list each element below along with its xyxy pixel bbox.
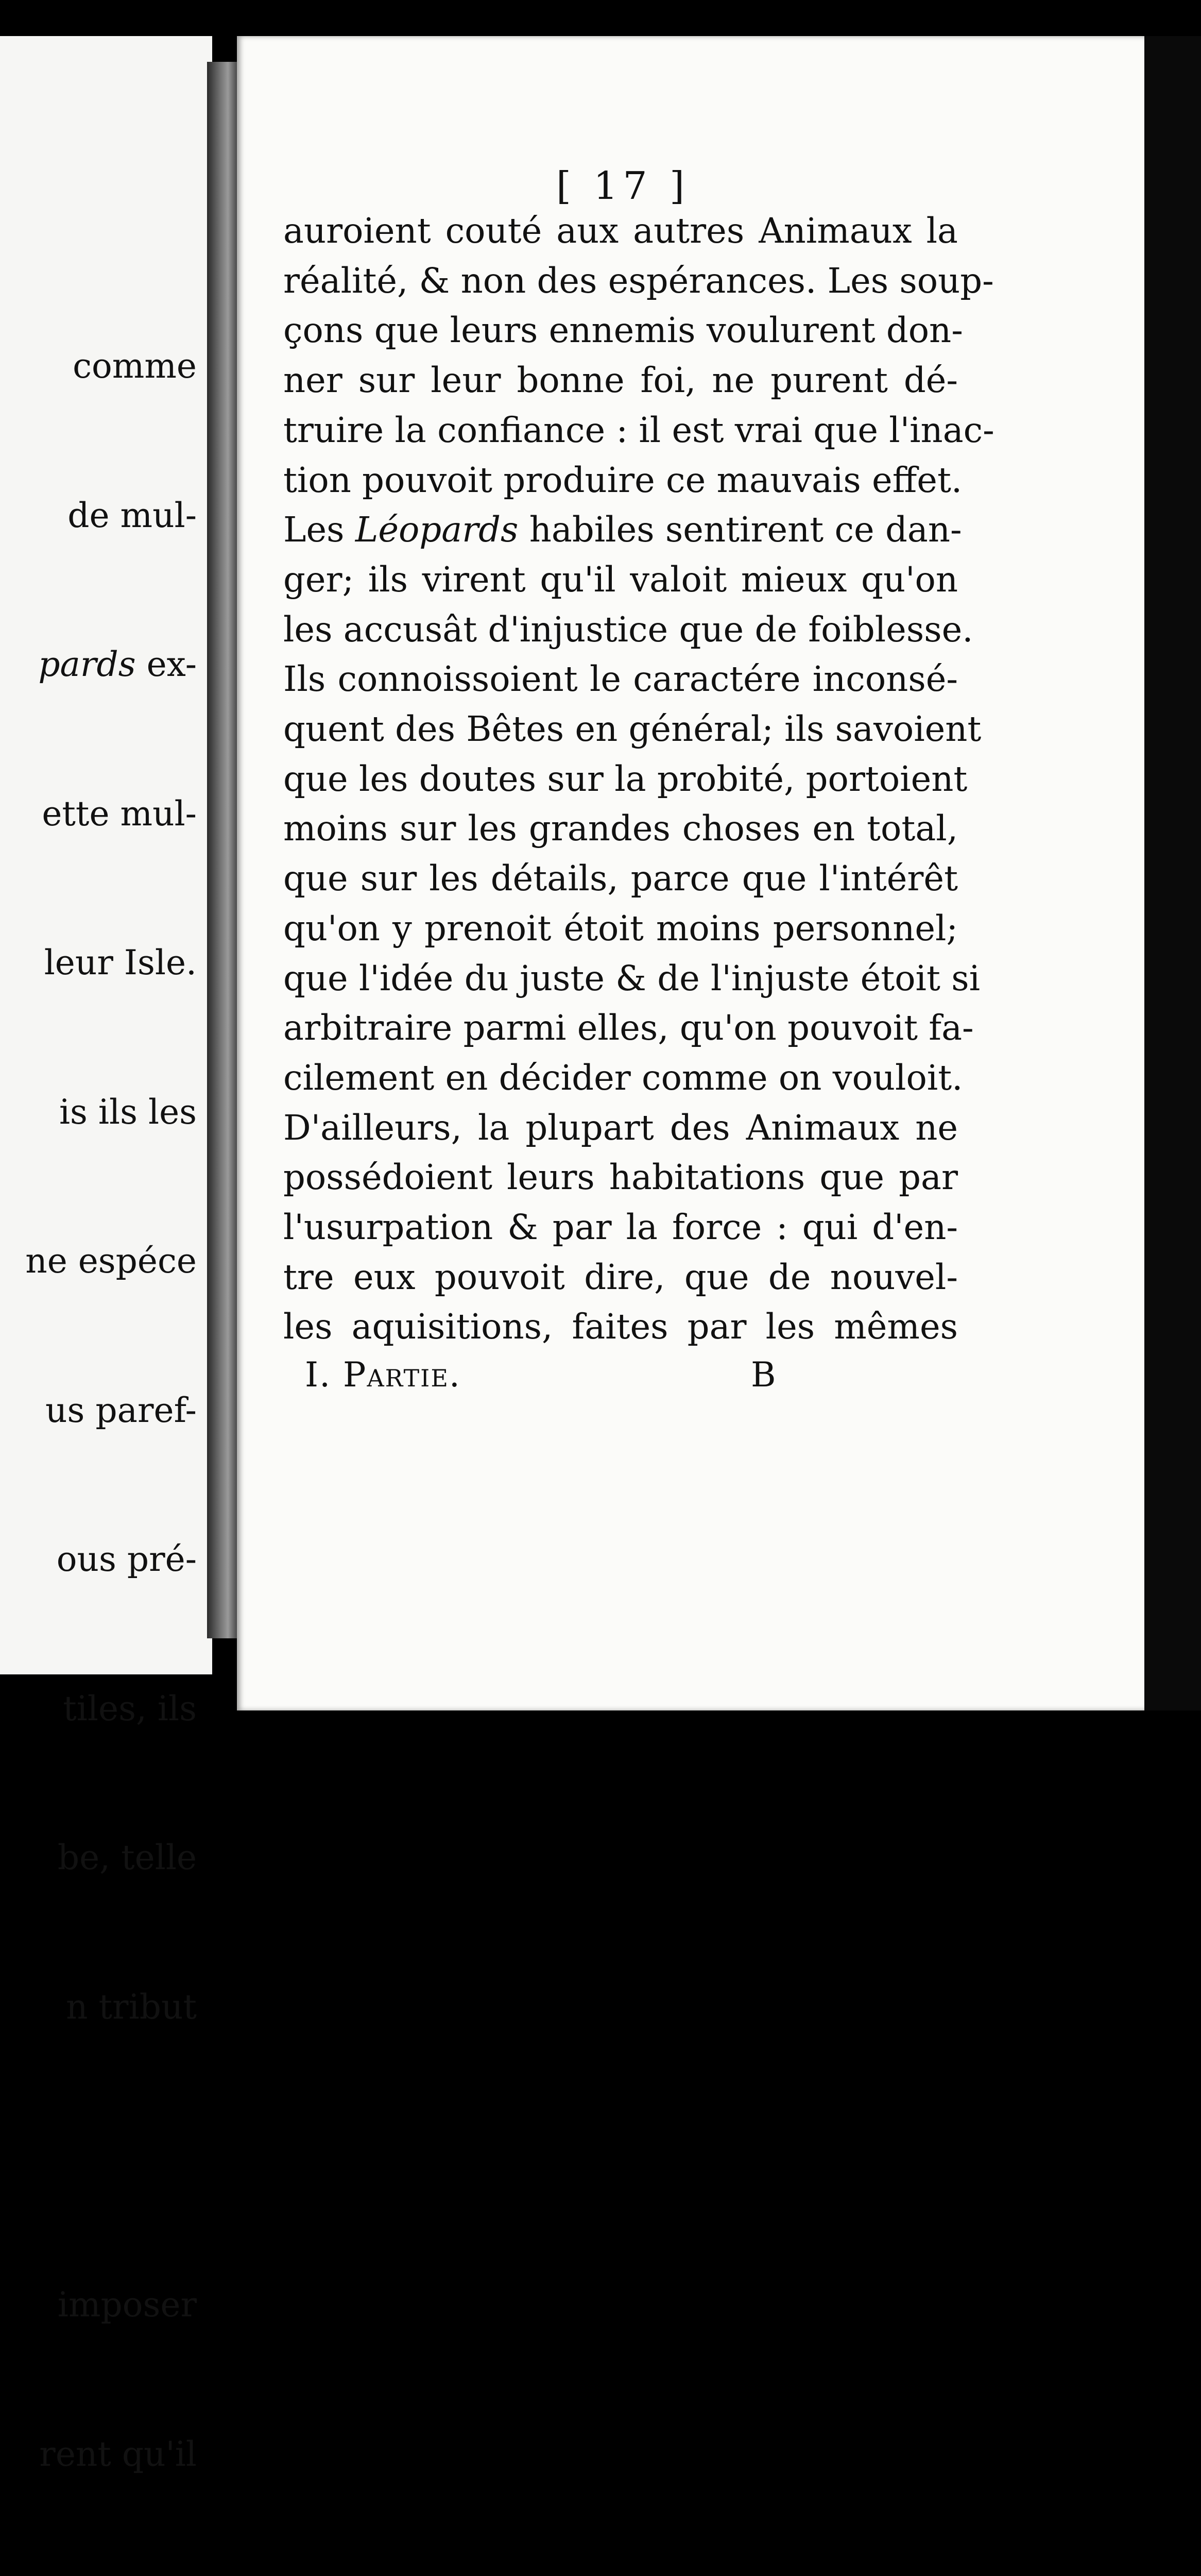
text-line: possédoient leurs habitations que par <box>283 1157 958 1198</box>
text-line: que l'idée du juste & de l'injuste étoit si <box>283 958 981 998</box>
left-line: rent qu'il <box>39 2434 197 2474</box>
scan-edge <box>1144 36 1201 1710</box>
left-line: ette mul- <box>42 793 197 834</box>
left-line: de mul- <box>67 495 197 535</box>
text-line: moins sur les grandes choses en total, <box>283 808 958 849</box>
left-line: us paref- <box>45 1390 197 1430</box>
text-line: arbitraire parmi elles, qu'on pouvoit fa- <box>283 1008 974 1048</box>
text-line: l'usurpation & par la force : qui d'en- <box>283 1207 958 1248</box>
text-line: qu'on y prenoit étoit moins personnel; <box>283 908 958 948</box>
text-line: truire la confiance : il est vrai que l'inac- <box>283 410 994 450</box>
left-line-gap <box>25 2131 197 2181</box>
text-line: çons que leurs ennemis voulurent don- <box>283 310 963 351</box>
text-line: que sur les détails, parce que l'intérêt <box>283 858 958 899</box>
text-line: les aquisitions, faites par les mêmes <box>283 1307 958 1347</box>
left-line: n tribut <box>66 1987 197 2027</box>
text-line: D'ailleurs, la plupart des Animaux ne <box>283 1107 958 1148</box>
page-number: [ 17 ] <box>556 164 690 208</box>
text-line: Ils connoissoient le caractére inconsé- <box>283 659 958 700</box>
text-line: les accusât d'injustice que de foiblesse. <box>283 609 973 650</box>
italic-word: pards <box>38 645 136 684</box>
text-line: ger; ils virent qu'il valoit mieux qu'on <box>283 559 958 600</box>
left-page-text <box>25 242 197 2576</box>
italic-word: Léopards <box>355 510 519 550</box>
left-line: tiles, ils <box>63 1688 197 1728</box>
text-line: ner sur leur bonne foi, ne purent dé- <box>283 360 958 401</box>
footer-signature: I. Partie. <box>305 1355 461 1395</box>
footer-mark: B <box>751 1355 776 1395</box>
left-line: ne espéce <box>25 1241 197 1281</box>
text-line: cilement en décider comme on vouloit. <box>283 1057 963 1098</box>
left-line: leur Isle. <box>44 943 197 982</box>
left-line: pards ex- <box>38 645 197 684</box>
left-line: is ils les <box>59 1092 197 1132</box>
text-line: Les Léopards habiles sentirent ce dan- <box>283 510 962 550</box>
text-line: que les doutes sur la probité, portoient <box>283 758 968 799</box>
text-line: quent des Bêtes en général; ils savoient <box>283 709 982 750</box>
page-body-text <box>283 206 994 1352</box>
left-line: be, telle <box>57 1838 197 1877</box>
left-line: comme <box>73 346 197 386</box>
text-line: tre eux pouvoit dire, que de nouvel- <box>283 1257 958 1297</box>
left-line: imposer <box>57 2285 197 2325</box>
text-line: auroient couté aux autres Animaux la <box>283 211 958 251</box>
left-page <box>0 36 212 2474</box>
text-line: réalité, & non des espérances. Les soup- <box>283 260 994 301</box>
text-line: tion pouvoit produire ce mauvais effet. <box>283 460 963 500</box>
left-line: ous pré- <box>56 1539 197 1579</box>
book-gutter <box>207 62 237 1638</box>
